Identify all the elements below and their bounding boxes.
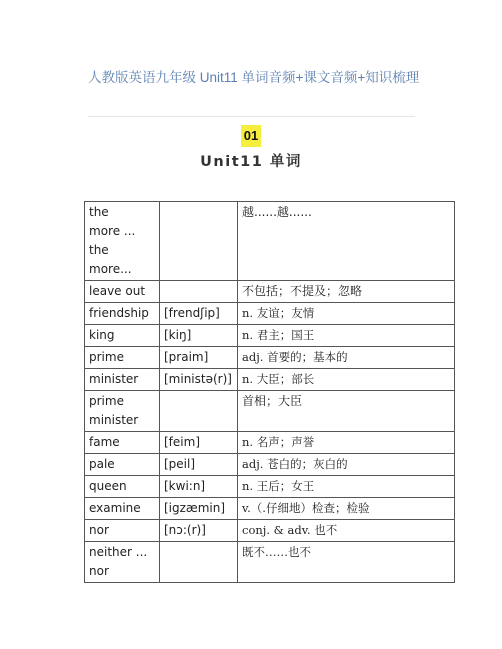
word-cell: prime <box>85 347 160 369</box>
meaning-cell: n. 友谊；友情 <box>238 303 455 325</box>
table-row <box>85 347 455 369</box>
word-cell: examine <box>85 498 160 520</box>
word-cell: queen <box>85 476 160 498</box>
phonetic-cell: [kwi:n] <box>160 476 238 498</box>
table-row <box>85 498 455 520</box>
table-row <box>85 202 455 281</box>
phonetic-cell: [frendʃip] <box>160 303 238 325</box>
section-title: Unit11 单词 <box>200 154 302 170</box>
phonetic-cell <box>160 202 238 281</box>
table-row <box>85 476 455 498</box>
table-row <box>85 369 455 391</box>
document-title: 人教版英语九年级 Unit11 单词音频+课文音频+知识梳理 <box>88 70 420 85</box>
phonetic-cell: [peil] <box>160 454 238 476</box>
phonetic-cell: [praim] <box>160 347 238 369</box>
meaning-cell: n. 王后；女王 <box>238 476 455 498</box>
meaning-cell: adj. 首要的；基本的 <box>238 347 455 369</box>
word-cell: minister <box>85 369 160 391</box>
title-divider <box>88 116 415 117</box>
phonetic-cell: [ministə(r)] <box>160 369 238 391</box>
meaning-cell: v.（.仔细地）检查；检验 <box>238 498 455 520</box>
table-row <box>85 303 455 325</box>
table-row <box>85 281 455 303</box>
table-row <box>85 520 455 542</box>
word-cell: the more ... the more... <box>85 202 160 281</box>
phonetic-cell <box>160 391 238 432</box>
meaning-cell: 不包括；不提及；忽略 <box>238 281 455 303</box>
table-row <box>85 391 455 432</box>
word-cell: nor <box>85 520 160 542</box>
meaning-cell: n. 大臣；部长 <box>238 369 455 391</box>
meaning-cell: 既不……也不 <box>238 542 455 583</box>
section-number-badge: 01 <box>241 125 261 147</box>
phonetic-cell <box>160 281 238 303</box>
phonetic-cell: [kiŋ] <box>160 325 238 347</box>
meaning-cell: adj. 苍白的；灰白的 <box>238 454 455 476</box>
word-cell: prime minister <box>85 391 160 432</box>
phonetic-cell <box>160 542 238 583</box>
meaning-cell: n. 君主；国王 <box>238 325 455 347</box>
meaning-cell: 越......越...... <box>238 202 455 281</box>
word-cell: friendship <box>85 303 160 325</box>
phonetic-cell: [feim] <box>160 432 238 454</box>
meaning-cell: conj. & adv. 也不 <box>238 520 455 542</box>
word-cell: pale <box>85 454 160 476</box>
vocabulary-table <box>84 201 455 583</box>
phonetic-cell: [nɔ:(r)] <box>160 520 238 542</box>
meaning-cell: 首相；大臣 <box>238 391 455 432</box>
word-cell: king <box>85 325 160 347</box>
table-row <box>85 454 455 476</box>
word-cell: leave out <box>85 281 160 303</box>
word-cell: fame <box>85 432 160 454</box>
table-row <box>85 542 455 583</box>
table-row <box>85 325 455 347</box>
table-row <box>85 432 455 454</box>
word-cell: neither ... nor <box>85 542 160 583</box>
phonetic-cell: [igzæmin] <box>160 498 238 520</box>
meaning-cell: n. 名声；声誉 <box>238 432 455 454</box>
